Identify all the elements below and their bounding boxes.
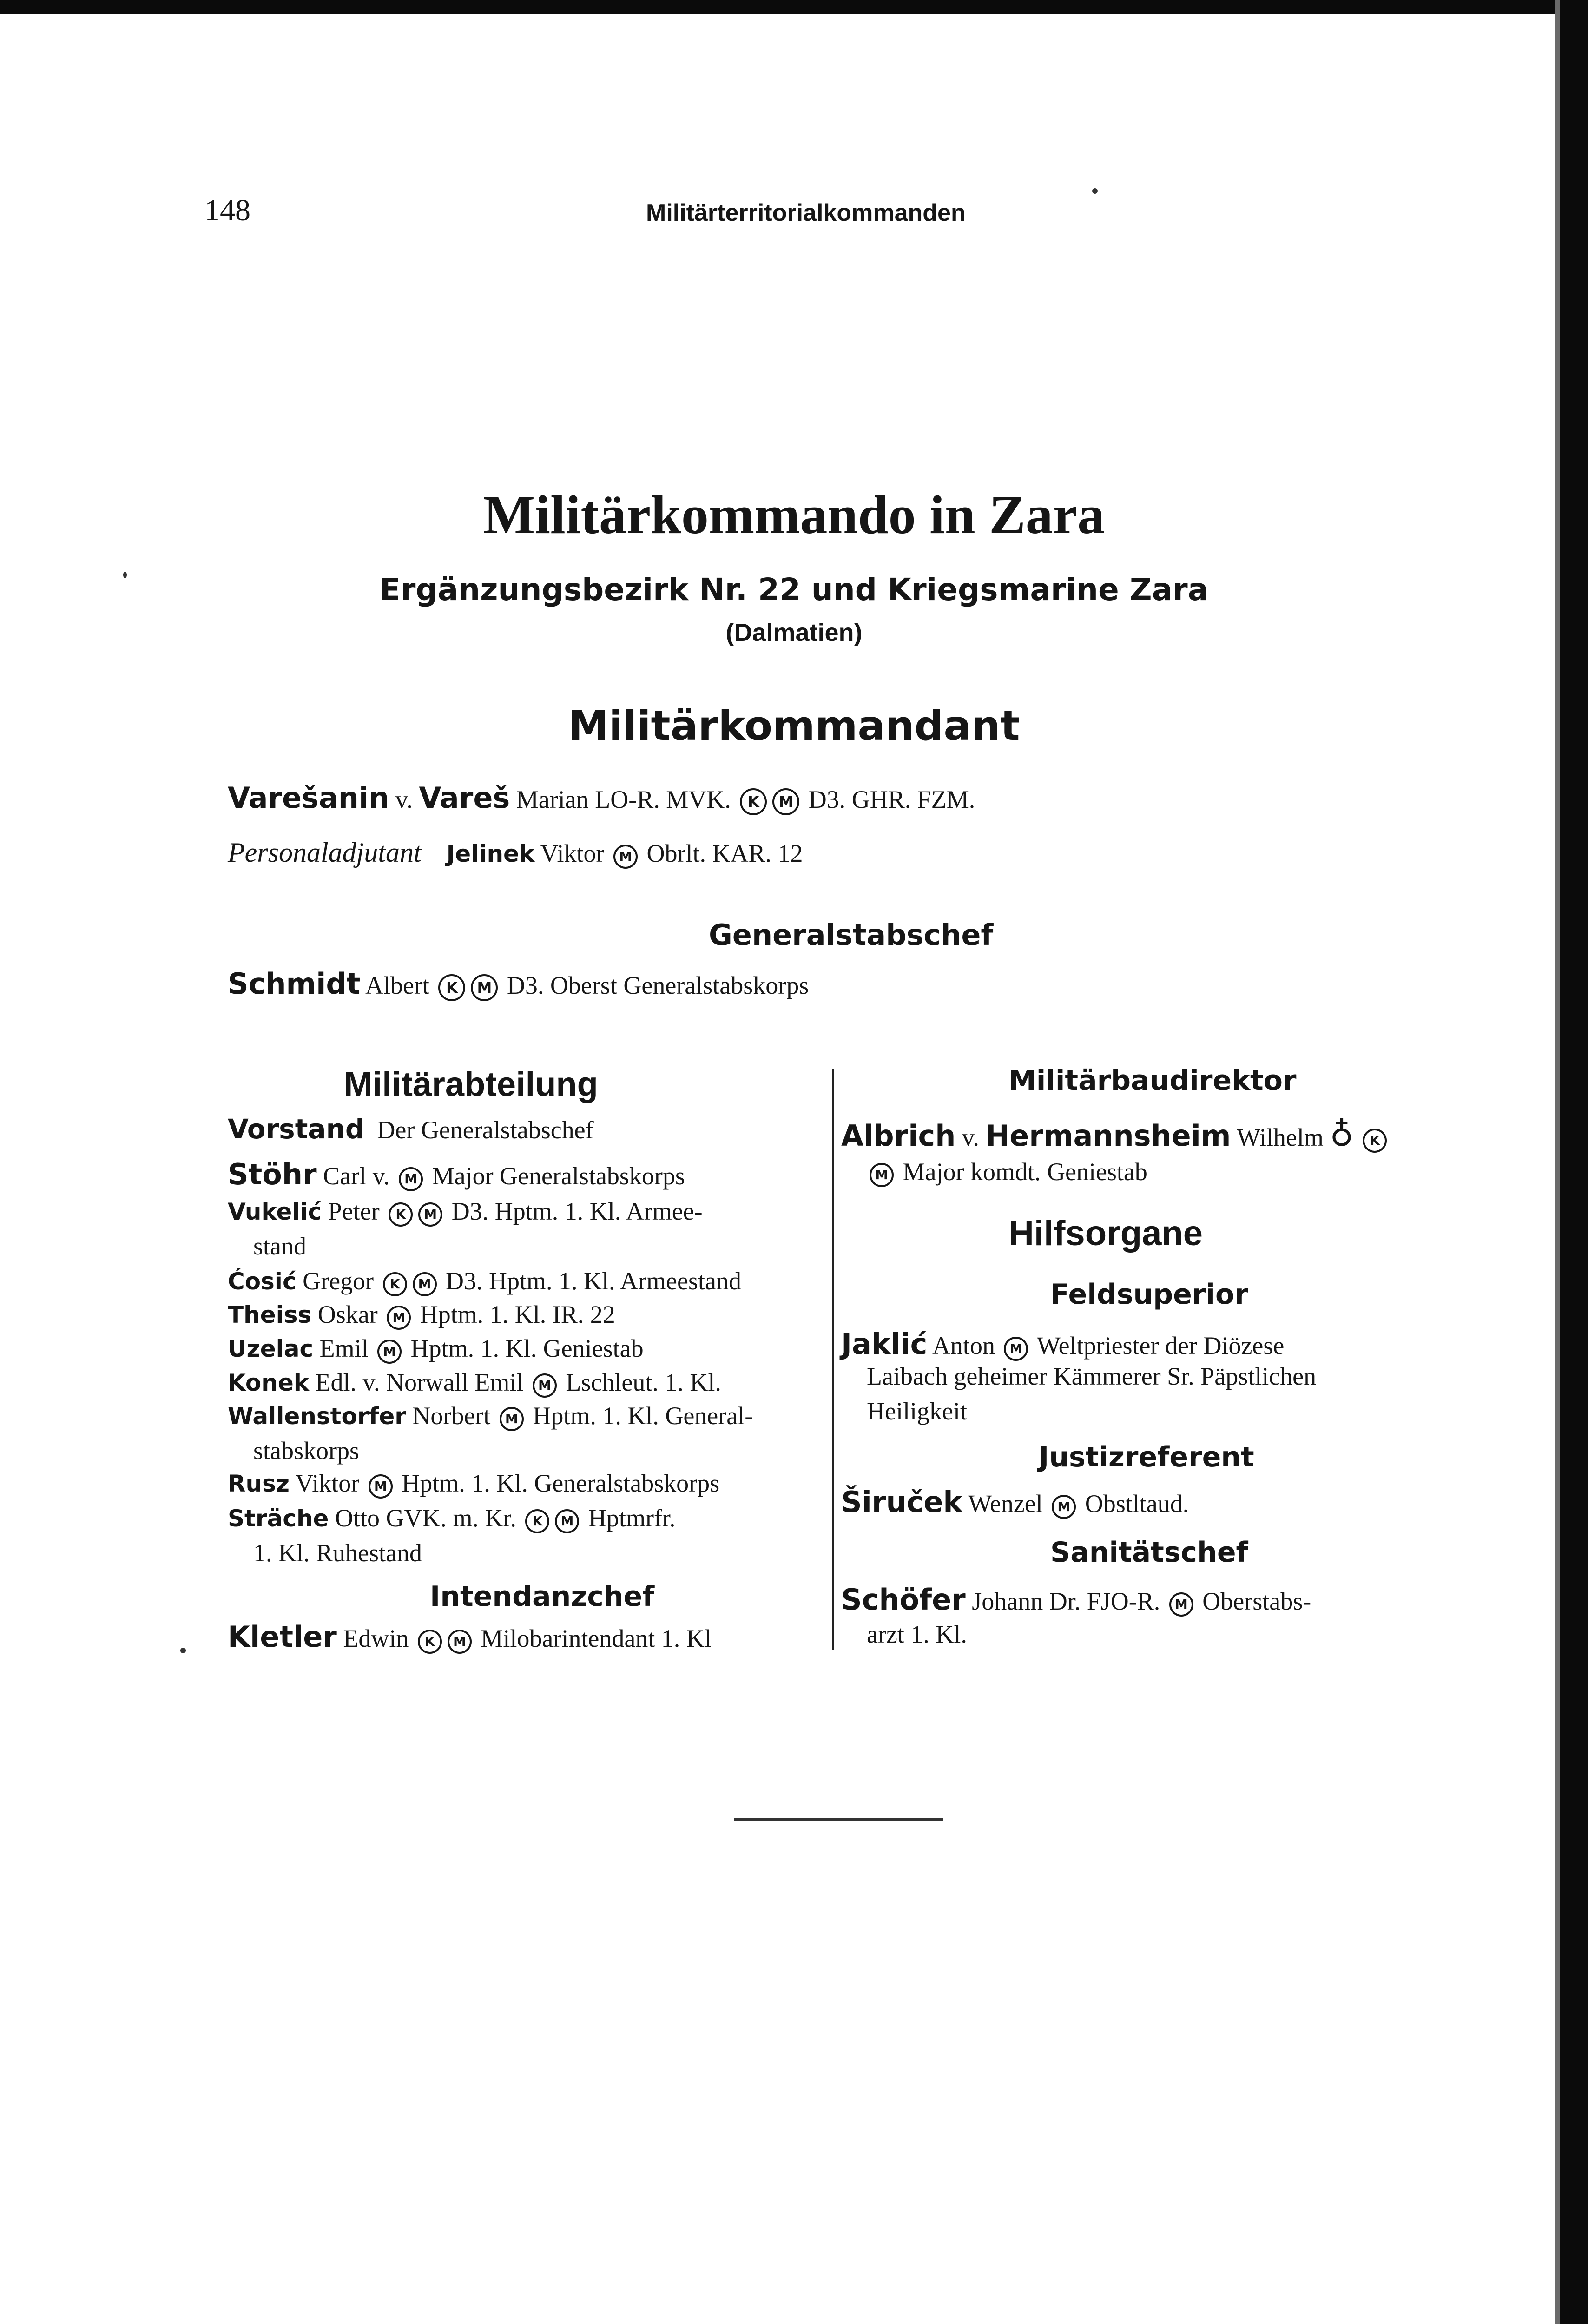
entry-continuation: stabskorps — [253, 1437, 359, 1465]
list-item — [228, 1504, 675, 1533]
badge-m-icon: M — [613, 845, 638, 869]
entry-rank: D3. Hptm. 1. Kl. Armeestand — [446, 1267, 741, 1295]
feldsuperior-line1: Weltpriester der Diözese — [1036, 1332, 1285, 1360]
badge-m-icon: M — [377, 1340, 402, 1364]
list-item — [228, 1267, 741, 1296]
generalstab-heading: Generalstabschef — [709, 918, 994, 952]
badge-m-icon: M — [387, 1306, 411, 1330]
page-title: Militärkommando in Zara — [483, 484, 1105, 545]
generalstab-rest: D3. Oberst Generalstabskorps — [507, 971, 809, 999]
baudirektor-rest: Major komdt. Geniestab — [903, 1158, 1147, 1186]
scan-edge-top — [0, 0, 1588, 14]
entry-name: Theiss — [228, 1301, 312, 1328]
entry-given: Otto GVK. m. Kr. — [335, 1504, 516, 1532]
sanitaet-rest: Oberstabs- — [1202, 1587, 1311, 1615]
badge-m-icon: M — [399, 1167, 423, 1191]
generalstab-given: Albert — [365, 971, 429, 999]
scan-speck — [123, 572, 127, 578]
entry-given: Emil — [319, 1334, 369, 1362]
feldsuperior-name: Jaklić — [841, 1327, 928, 1361]
entry-continuation: stand — [253, 1232, 306, 1260]
baudirektor-heading: Militärbaudirektor — [1008, 1064, 1297, 1097]
entry-rank: D3. Hptm. 1. Kl. Armee- — [451, 1197, 703, 1225]
kommandant-given: Marian — [516, 786, 589, 813]
subtitle: Ergänzungsbezirk Nr. 22 und Kriegsmarine Zara — [379, 572, 1209, 607]
adjutant-name: Jelinek — [446, 840, 535, 867]
badge-m-icon: M — [870, 1163, 894, 1187]
justiz-heading: Justizreferent — [1039, 1441, 1254, 1473]
entry-name: Stöhr — [228, 1157, 317, 1191]
badge-k-icon: K — [438, 974, 465, 1001]
baudirektor-cont — [867, 1157, 1147, 1187]
feldsuperior-given: Anton — [932, 1332, 995, 1360]
intendanz-given: Edwin — [343, 1624, 409, 1652]
entry-rank: Hptm. 1. Kl. IR. 22 — [420, 1301, 615, 1328]
entry-given: Edl. v. Norwall Emil — [315, 1368, 524, 1396]
badge-m-icon: M — [369, 1474, 393, 1499]
sanitaet-cont: arzt 1. Kl. — [867, 1620, 967, 1648]
sanitaet-given: Johann Dr. FJO-R. — [972, 1587, 1160, 1615]
entry-given: Gregor — [303, 1267, 374, 1295]
badge-m-icon: M — [1004, 1337, 1028, 1361]
entry-name: Uzelac — [228, 1335, 314, 1362]
entry-rank: Major Generalstabskorps — [432, 1162, 685, 1190]
kommandant-name: Varešanin — [228, 781, 389, 815]
entry-name: Vukelić — [228, 1198, 322, 1225]
list-item — [228, 1157, 685, 1191]
generalstab-name: Schmidt — [228, 967, 361, 1001]
vorstand-entry — [228, 1113, 594, 1145]
list-item — [228, 1197, 703, 1227]
kommandant-particle: v. — [395, 786, 413, 813]
order-cross-icon: ♁ — [1330, 1116, 1354, 1154]
vorstand-text: Der Generalstabschef — [377, 1116, 594, 1144]
justiz-name: Širuček — [841, 1485, 962, 1519]
scan-edge-right-shadow — [1555, 0, 1560, 2324]
entry-given: Oskar — [317, 1301, 378, 1328]
sanitaet-name: Schöfer — [841, 1583, 966, 1617]
badge-m-icon: M — [772, 788, 799, 815]
hilfsorgane-heading: Hilfsorgane — [1008, 1214, 1203, 1253]
feldsuperior-line2: Laibach geheimer Kämmerer Sr. Päpstlichen — [867, 1362, 1317, 1390]
badge-m-icon: M — [555, 1509, 579, 1533]
running-head: Militärterritorialkommanden — [646, 199, 966, 226]
baudirektor-name: Albrich — [841, 1119, 956, 1153]
badge-k-icon: K — [389, 1202, 413, 1227]
feldsuperior-entry — [841, 1327, 1284, 1361]
badge-k-icon: K — [1363, 1129, 1387, 1153]
entry-rank: Hptm. 1. Kl. General- — [533, 1402, 753, 1430]
entry-name: Ćosić — [228, 1268, 297, 1295]
kommandant-name2: Vareš — [419, 781, 510, 815]
sanitaet-heading: Sanitätschef — [1050, 1536, 1248, 1569]
entry-name: Rusz — [228, 1470, 290, 1497]
badge-m-icon: M — [418, 1202, 442, 1227]
intendanz-heading: Intendanzchef — [430, 1580, 655, 1613]
adjutant-rest: Obrlt. KAR. 12 — [646, 839, 803, 867]
adjutant-given: Viktor — [540, 839, 605, 867]
entry-name: Wallenstorfer — [228, 1403, 406, 1430]
badge-k-icon: K — [418, 1630, 442, 1654]
intendanz-rest: Milobarintendant 1. Kl — [481, 1624, 712, 1652]
list-item — [228, 1300, 615, 1330]
baudirektor-particle: v. — [962, 1123, 979, 1151]
page-number: 148 — [204, 193, 250, 227]
badge-k-icon: K — [740, 788, 767, 815]
entry-rank: Hptm. 1. Kl. Geniestab — [410, 1334, 644, 1362]
list-item — [228, 1401, 753, 1431]
kommandant-ranks-b: D3. GHR. FZM. — [808, 786, 975, 813]
adjutant-label: Personaladjutant — [228, 837, 422, 868]
entry-given: Norbert — [412, 1402, 491, 1430]
region-label: (Dalmatien) — [725, 619, 863, 647]
list-item — [228, 1469, 719, 1499]
entry-name: Konek — [228, 1369, 309, 1396]
badge-m-icon: M — [533, 1373, 557, 1398]
baudirektor-given: Wilhelm — [1237, 1123, 1324, 1151]
baudirektor-entry — [841, 1116, 1390, 1154]
badge-k-icon: K — [525, 1509, 549, 1533]
justiz-entry — [841, 1485, 1189, 1519]
feldsuperior-heading: Feldsuperior — [1050, 1278, 1248, 1311]
kommandant-ranks-a: LO-R. MVK. — [595, 786, 731, 813]
badge-k-icon: K — [383, 1272, 407, 1296]
badge-m-icon: M — [448, 1630, 472, 1654]
scan-speck — [1092, 188, 1098, 194]
badge-m-icon: M — [1169, 1592, 1193, 1617]
kommandant-heading: Militärkommandant — [568, 702, 1020, 750]
scan-speck — [180, 1648, 186, 1653]
sanitaet-entry — [841, 1583, 1311, 1617]
entry-rank: Hptmrfr. — [588, 1504, 676, 1532]
justiz-rest: Obstltaud. — [1085, 1490, 1189, 1518]
entry-rank: Hptm. 1. Kl. Generalstabskorps — [402, 1469, 720, 1497]
end-rule — [734, 1818, 943, 1821]
badge-m-icon: M — [1052, 1495, 1076, 1519]
scan-edge-right — [1560, 0, 1588, 2324]
feldsuperior-line3: Heiligkeit — [867, 1397, 967, 1425]
list-item — [228, 1368, 721, 1398]
entry-given: Peter — [328, 1197, 380, 1225]
badge-m-icon: M — [471, 974, 498, 1001]
column-divider — [832, 1069, 834, 1650]
vorstand-label: Vorstand — [228, 1113, 365, 1145]
generalstab-entry — [228, 967, 809, 1001]
justiz-given: Wenzel — [968, 1490, 1043, 1518]
badge-m-icon: M — [413, 1272, 437, 1296]
baudirektor-name2: Hermannsheim — [985, 1119, 1231, 1153]
intendanz-name: Kletler — [228, 1620, 337, 1654]
entry-given: Viktor — [295, 1469, 360, 1497]
entry-rank: Lschleut. 1. Kl. — [566, 1368, 721, 1396]
intendanz-entry — [228, 1620, 712, 1654]
badge-m-icon: M — [500, 1407, 524, 1431]
adjutant-entry — [228, 837, 803, 869]
kommandant-entry — [228, 781, 975, 815]
entry-given: Carl v. — [323, 1162, 390, 1190]
entry-continuation: 1. Kl. Ruhestand — [253, 1539, 422, 1567]
militaerabteilung-heading: Militärabteilung — [344, 1065, 598, 1103]
entry-name: Sträche — [228, 1505, 329, 1532]
list-item — [228, 1334, 644, 1364]
